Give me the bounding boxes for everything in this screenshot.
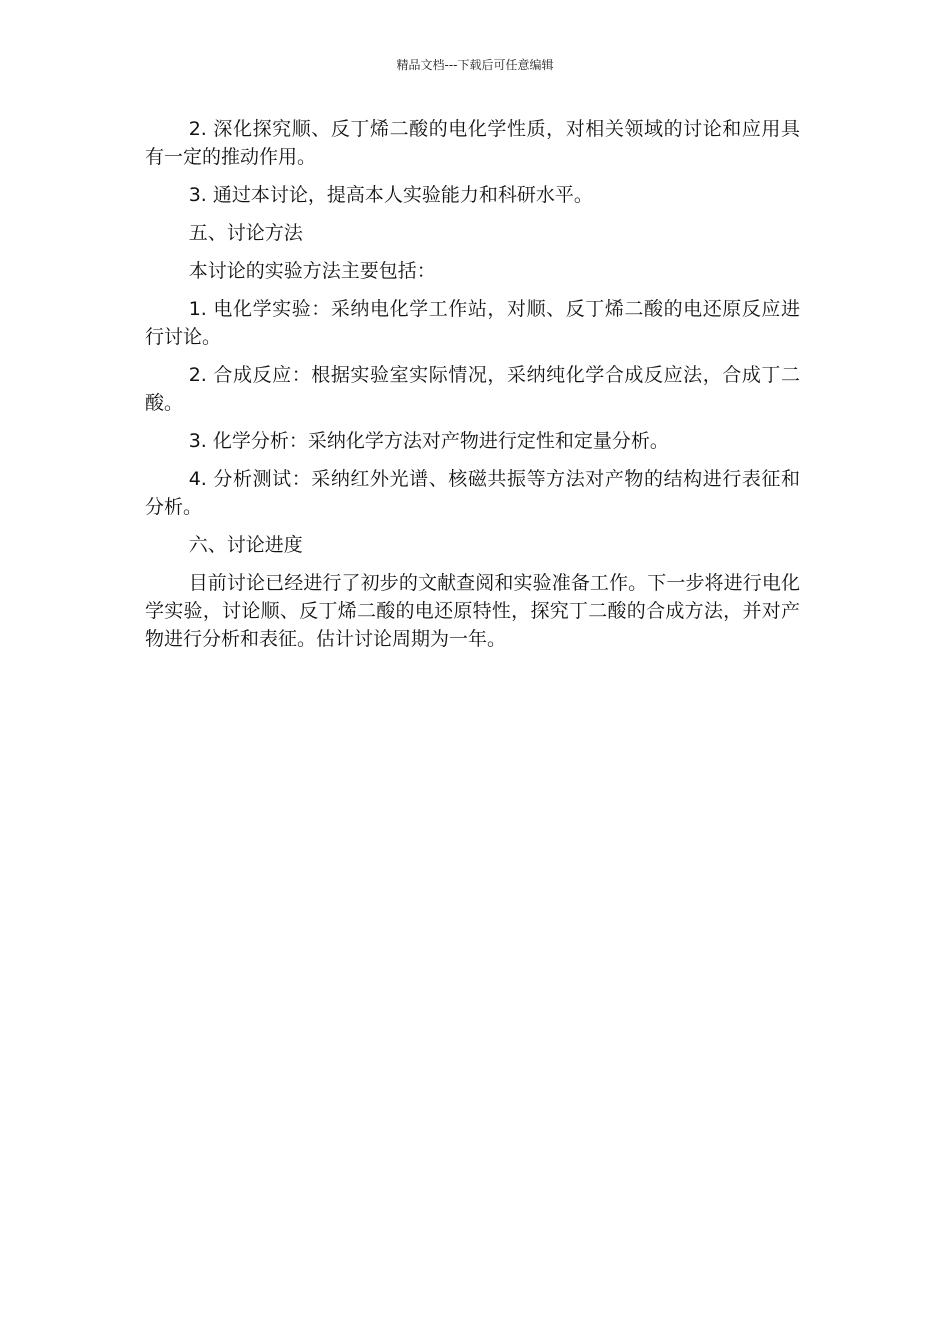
paragraph-method-4: 4. 分析测试：采纳红外光谱、核磁共振等方法对产物的结构进行表征和分析。 [145, 468, 800, 518]
paragraph-progress: 目前讨论已经进行了初步的文献查阅和实验准备工作。下一步将进行电化学实验，讨论顺、反丁烯二酸的电还原特性，探究丁二酸的合成方法，并对产物进行分析和表征。估计讨论周期为一年。 [145, 572, 800, 650]
paragraph-method-2: 2. 合成反应：根据实验室实际情况，采纳纯化学合成反应法，合成丁二酸。 [145, 364, 800, 414]
section-heading-methods: 五、讨论方法 [188, 222, 303, 244]
section-heading-progress: 六、讨论进度 [188, 534, 303, 556]
paragraph-method-3: 3. 化学分析：采纳化学方法对产物进行定性和定量分析。 [188, 430, 669, 452]
paragraph-methods-intro: 本讨论的实验方法主要包括： [188, 260, 436, 282]
paragraph-objective-2: 2. 深化探究顺、反丁烯二酸的电化学性质，对相关领域的讨论和应用具有一定的推动作用。 [145, 118, 800, 168]
document-body [145, 115, 800, 663]
paragraph-method-1: 1. 电化学实验：采纳电化学工作站，对顺、反丁烯二酸的电还原反应进行讨论。 [145, 298, 800, 348]
paragraph-objective-3: 3. 通过本讨论，提高本人实验能力和科研水平。 [188, 184, 593, 206]
page-header: 精品文档---下载后可任意编辑 [396, 58, 554, 72]
